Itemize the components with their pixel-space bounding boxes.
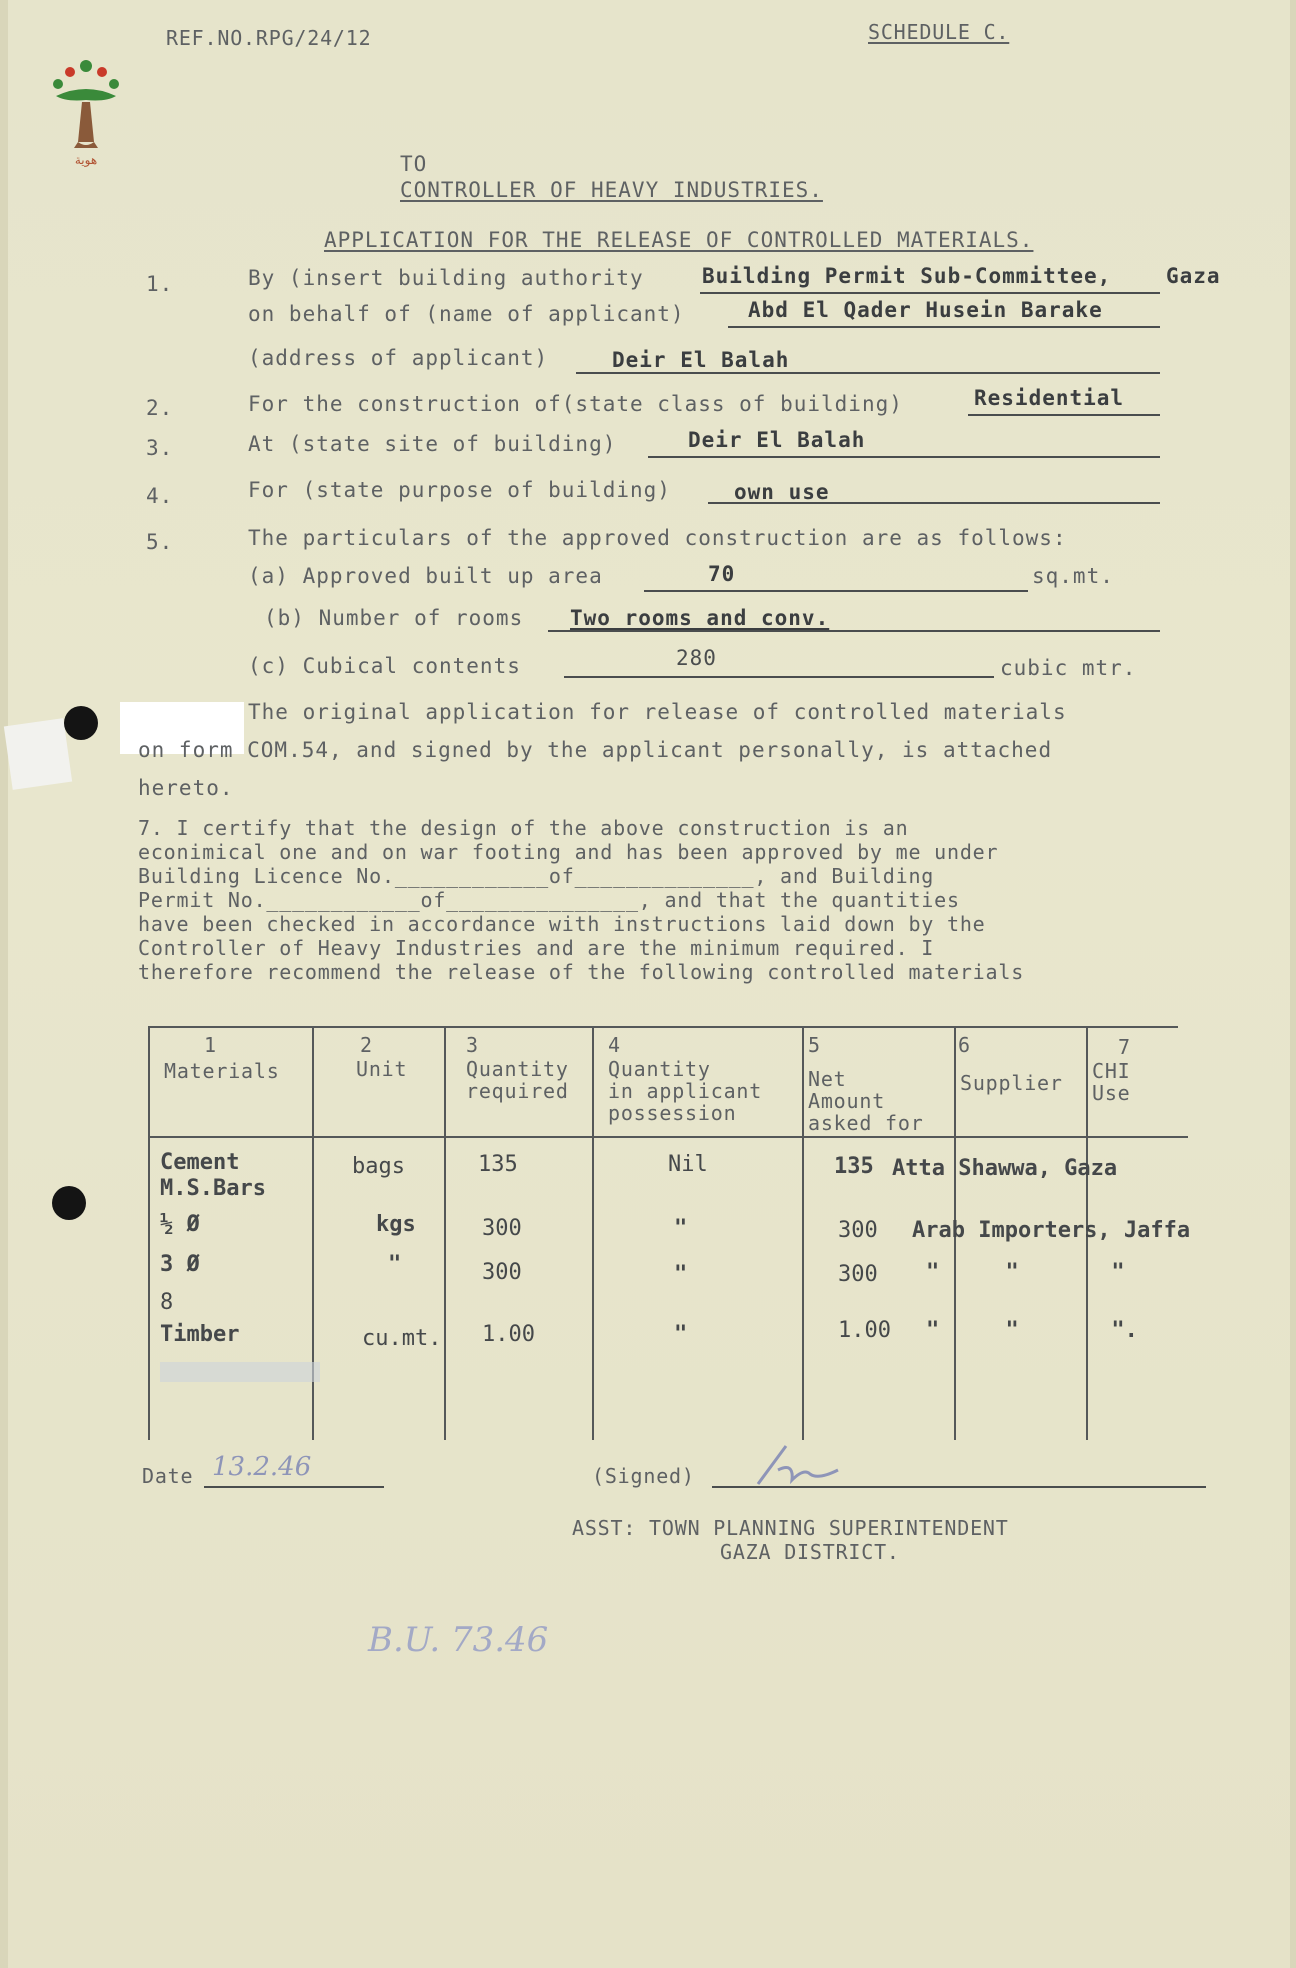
table-cell-possession: " (674, 1322, 688, 1347)
item-7-line-1: 7. I certify that the design of the above construction is an (138, 816, 909, 840)
table-cell-qty: 1.00 (482, 1322, 535, 1347)
table-cell-unit: kgs (376, 1212, 416, 1237)
table-cell-qty: 300 (482, 1260, 522, 1285)
item-7-line-7: therefore recommend the release of the following controlled materials (138, 960, 1025, 984)
table-cell-material: 8 (160, 1290, 174, 1315)
item-4-value: own use (734, 480, 830, 504)
col-6-number: 6 (958, 1033, 971, 1057)
item-7-line-3: Building Licence No.____________of______________, and Building (138, 864, 935, 888)
col-6-header: Supplier (960, 1071, 1063, 1095)
col-2-number: 2 (360, 1033, 373, 1057)
table-cell-supplier: Arab Importers, Jaffa (912, 1218, 1191, 1243)
item-2-number: 2. (146, 396, 174, 420)
item-6-line-2: on form COM.54, and signed by the applicant personally, is attached (138, 738, 1053, 762)
col-3-number: 3 (466, 1033, 479, 1057)
table-cell-net: 1.00 (838, 1318, 891, 1343)
item-1-underline (700, 292, 1160, 294)
table-cell-net: 135 (834, 1154, 874, 1179)
item-4-label: For (state purpose of building) (248, 478, 671, 502)
item-5-number: 5. (146, 530, 174, 554)
item-1b-underline (728, 326, 1160, 328)
archive-logo (46, 52, 126, 172)
item-7-line-2: econimical one and on war footing and has been approved by me under (138, 840, 999, 864)
table-cell-material: M.S.Bars (160, 1176, 266, 1201)
item-4-number: 4. (146, 484, 174, 508)
item-5a-label: (a) Approved built up area (248, 564, 603, 588)
item-5b-value: Two rooms and conv. (570, 606, 830, 630)
item-1b-value: Abd El Qader Husein Barake (748, 298, 1103, 322)
bottom-handwritten-note: B.U. 73.46 (368, 1620, 549, 1660)
item-5b-label: (b) Number of rooms (264, 606, 524, 630)
punch-hole-top (64, 706, 98, 740)
table-cell-possession: " (674, 1262, 688, 1287)
item-1c-value: Deir El Balah (612, 348, 790, 372)
col-1-header: Materials (164, 1059, 280, 1083)
item-1-value: Building Permit Sub-Committee, (702, 264, 1112, 288)
item-6-line-3: hereto. (138, 776, 234, 800)
table-cell-material: 3 Ø (160, 1252, 200, 1277)
date-value: 13.2.46 (212, 1452, 312, 1482)
table-cell-net: 300 (838, 1218, 878, 1243)
item-5c-label: (c) Cubical contents (248, 654, 521, 678)
signed-label: (Signed) (592, 1464, 695, 1488)
table-cell-supplier: Atta Shawwa, Gaza (892, 1156, 1118, 1181)
schedule-label: SCHEDULE C. (868, 20, 1010, 44)
item-1-number: 1. (146, 272, 174, 296)
item-6-line-1: The original application for release of controlled materials (248, 700, 1067, 724)
reference-number: REF.NO.RPG/24/12 (166, 26, 372, 50)
faded-stamp (160, 1362, 320, 1382)
item-7-line-4: Permit No.____________of_______________, and that the quantities (138, 888, 960, 912)
col-1-number: 1 (204, 1033, 217, 1057)
table-cell-supplier: " " ". (926, 1318, 1138, 1343)
item-2-label: For the construction of(state class of building) (248, 392, 903, 416)
item-5b-underline (548, 630, 1160, 632)
table-col-divider (802, 1026, 804, 1440)
paper-tear (4, 718, 72, 790)
item-7-line-6: Controller of Heavy Industries and are the minimum required. I (138, 936, 935, 960)
item-1-label: By (insert building authority (248, 266, 644, 290)
item-5c-value: 280 (676, 646, 717, 670)
col-5-header: Net Amount asked for (808, 1067, 924, 1135)
col-2-header: Unit (356, 1057, 408, 1081)
item-5-label: The particulars of the approved construction are as follows: (248, 526, 1067, 550)
table-cell-unit: cu.mt. (362, 1326, 442, 1351)
office-line-2: GAZA DISTRICT. (720, 1540, 900, 1564)
table-cell-possession: " (674, 1216, 688, 1241)
table-col-divider (592, 1026, 594, 1440)
table-cell-material: Cement (160, 1150, 240, 1175)
form-title: APPLICATION FOR THE RELEASE OF CONTROLLED MATERIALS. (324, 228, 1034, 252)
col-7-header: CHI Use (1092, 1059, 1131, 1105)
item-1c-underline (576, 372, 1160, 374)
item-3-underline (648, 456, 1160, 458)
table-cell-net: 300 (838, 1262, 878, 1287)
item-5a-value: 70 (708, 562, 736, 586)
item-4-underline (708, 502, 1160, 504)
table-cell-qty: 135 (478, 1152, 518, 1177)
svg-text:هوية: هوية (74, 153, 98, 167)
table-cell-qty: 300 (482, 1216, 522, 1241)
table-col-divider (148, 1026, 150, 1440)
item-2-underline (968, 414, 1160, 416)
table-cell-unit: bags (352, 1154, 405, 1179)
item-3-number: 3. (146, 436, 174, 460)
signature-mark (748, 1440, 878, 1490)
col-7-number: 7 (1118, 1035, 1131, 1059)
item-5a-unit: sq.mt. (1032, 564, 1114, 588)
item-1c-label: (address of applicant) (248, 346, 549, 370)
table-cell-material: Timber (160, 1322, 240, 1347)
col-3-header: Quantity required (466, 1057, 569, 1103)
item-3-label: At (state site of building) (248, 432, 617, 456)
col-4-number: 4 (608, 1033, 621, 1057)
table-top-rule (148, 1026, 1178, 1028)
date-underline (204, 1486, 384, 1488)
table-col-divider (444, 1026, 446, 1440)
item-5c-underline (564, 676, 994, 678)
item-5c-unit: cubic mtr. (1000, 656, 1137, 680)
table-cell-possession: Nil (668, 1152, 708, 1177)
document-page (8, 0, 1290, 1968)
table-cell-material: ½ Ø (160, 1212, 200, 1237)
item-1-value-2: Gaza (1166, 264, 1221, 288)
item-7-line-5: have been checked in accordance with instructions laid down by the (138, 912, 986, 936)
item-2-value: Residential (974, 386, 1125, 410)
col-4-header: Quantity in applicant possession (608, 1057, 763, 1125)
date-label: Date (142, 1464, 194, 1488)
to-label: TO (400, 152, 428, 176)
addressee: CONTROLLER OF HEAVY INDUSTRIES. (400, 178, 823, 202)
item-5a-underline (644, 590, 1028, 592)
table-header-rule (148, 1136, 1188, 1138)
col-5-number: 5 (808, 1033, 821, 1057)
item-3-value: Deir El Balah (688, 428, 866, 452)
item-1b-label: on behalf of (name of applicant) (248, 302, 685, 326)
punch-hole-bottom (52, 1186, 86, 1220)
office-line-1: ASST: TOWN PLANNING SUPERINTENDENT (572, 1516, 1009, 1540)
table-cell-supplier: " " " (926, 1260, 1125, 1285)
table-cell-unit: " (388, 1252, 402, 1277)
